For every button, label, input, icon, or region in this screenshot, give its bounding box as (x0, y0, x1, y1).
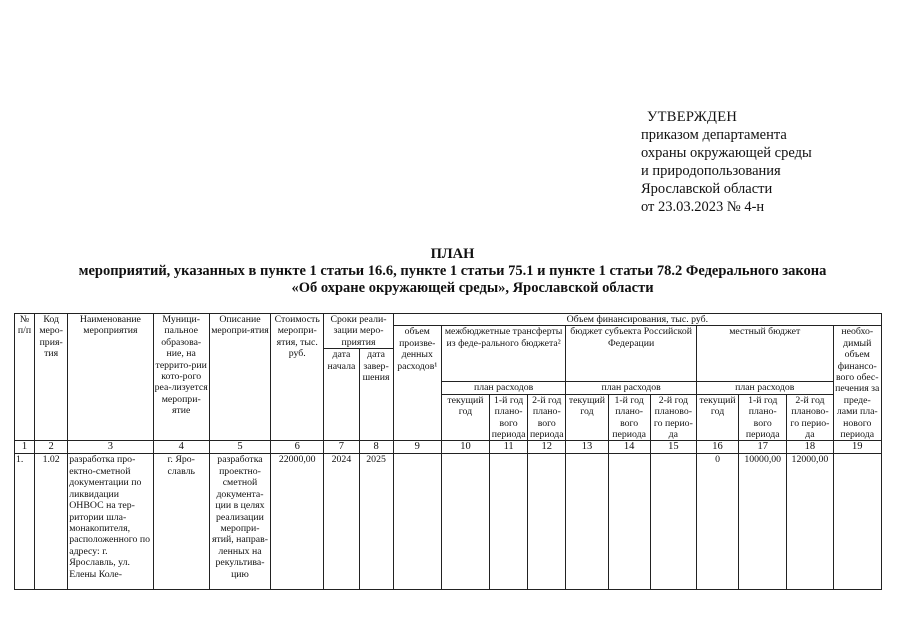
header-plan: план расходов (441, 382, 566, 394)
column-number: 12 (528, 441, 566, 454)
cell-empty (528, 454, 566, 590)
column-number: 16 (696, 441, 738, 454)
approval-line: и природопользования (641, 163, 781, 179)
header-end: дата завер-шения (359, 349, 393, 441)
column-number: 3 (68, 441, 153, 454)
cell-municipality: г. Яро-славль (153, 454, 209, 590)
approval-line: Ярославской области (641, 181, 773, 197)
cell-num: 1. (15, 454, 35, 590)
header-second-year: 2-й год планово-го перио-да (787, 394, 833, 441)
header-first-year: 1-й год плано-вого периода (608, 394, 650, 441)
header-first-year: 1-й год плано-вого периода (739, 394, 787, 441)
cell-empty (650, 454, 696, 590)
column-number: 17 (739, 441, 787, 454)
column-number: 19 (833, 441, 881, 454)
header-plan: план расходов (696, 382, 833, 394)
cell-local-first: 10000,00 (739, 454, 787, 590)
title-line: ПЛАН (430, 246, 475, 262)
cell-empty (393, 454, 441, 590)
header-transfers: межбюджетные трансферты из феде-рального бюджета² (441, 326, 566, 382)
header-second-year: 2-й год планово-го перио-да (650, 394, 696, 441)
column-number: 14 (608, 441, 650, 454)
header-plan: план расходов (566, 382, 697, 394)
column-number: 4 (153, 441, 209, 454)
header-code: Код меро-прия-тия (35, 314, 68, 441)
header-num: № п/п (15, 314, 35, 441)
column-number: 2 (35, 441, 68, 454)
column-number: 7 (324, 441, 359, 454)
approval-line: охраны окружающей среды (641, 145, 812, 161)
approval-line: от 23.03.2023 № 4-н (641, 199, 765, 215)
cell-name: разработка про-ектно-сметной документации по ликвидации ОНВОС на тер-ритории шла-монакопителя, расположенного по адресу: г. Ярославль, ул. Елены Коле- (68, 454, 153, 590)
header-cost: Стоимость меропри-ятия, тыс. руб. (271, 314, 324, 441)
title-line: «Об охране окружающей среды», Ярославской области (291, 280, 654, 296)
header-required: необхо-димый объем финансо-вого обес-печения за преде-лами пла-нового периода (833, 326, 881, 441)
header-municipality: Муници-пальное образова-ние, на террито-рии кото-рого реа-лизуется меропри-ятие (153, 314, 209, 441)
header-funding: Объем финансирования, тыс. руб. (393, 314, 881, 326)
column-number: 8 (359, 441, 393, 454)
header-current-year: текущий год (696, 394, 738, 441)
cell-empty (608, 454, 650, 590)
cell-end: 2025 (359, 454, 393, 590)
column-number: 6 (271, 441, 324, 454)
cell-cost: 22000,00 (271, 454, 324, 590)
header-local: местный бюджет (696, 326, 833, 382)
cell-code: 1.02 (35, 454, 68, 590)
cell-empty (490, 454, 528, 590)
approval-heading: УТВЕРЖДЕН (647, 109, 738, 125)
header-start: дата начала (324, 349, 359, 441)
column-number: 10 (441, 441, 489, 454)
column-number: 9 (393, 441, 441, 454)
column-number: 15 (650, 441, 696, 454)
column-number: 5 (209, 441, 270, 454)
header-current-year: текущий год (441, 394, 489, 441)
cell-local-second: 12000,00 (787, 454, 833, 590)
header-first-year: 1-й год плано-вого периода (490, 394, 528, 441)
header-regional: бюджет субъекта Российской Федерации (566, 326, 697, 382)
cell-empty (441, 454, 489, 590)
document-title (0, 246, 905, 297)
table-row (15, 454, 882, 590)
approval-block (641, 108, 812, 216)
header-second-year: 2-й год плано-вого периода (528, 394, 566, 441)
column-number: 11 (490, 441, 528, 454)
header-terms: Сроки реали-зации меро-приятия (324, 314, 393, 349)
cell-empty (833, 454, 881, 590)
column-number-row (15, 441, 882, 454)
cell-local-current: 0 (696, 454, 738, 590)
header-current-year: текущий год (566, 394, 608, 441)
approval-line: приказом департамента (641, 127, 787, 143)
plan-table (14, 313, 882, 590)
header-volume: объем произве-денных расходов¹ (393, 326, 441, 441)
cell-start: 2024 (324, 454, 359, 590)
column-number: 13 (566, 441, 608, 454)
cell-description: разработка проектно-сметной документа-ции в целях реализации меропри-ятий, направ-ленных на рекультива-цию (209, 454, 270, 590)
column-number: 1 (15, 441, 35, 454)
header-name: Наименование мероприятия (68, 314, 153, 441)
header-description: Описание меропри-ятия (209, 314, 270, 441)
title-line: мероприятий, указанных в пункте 1 статьи 16.6, пункте 1 статьи 75.1 и пункте 1 статьи 78.2 Федерального закона (78, 263, 827, 279)
column-number: 18 (787, 441, 833, 454)
cell-empty (566, 454, 608, 590)
